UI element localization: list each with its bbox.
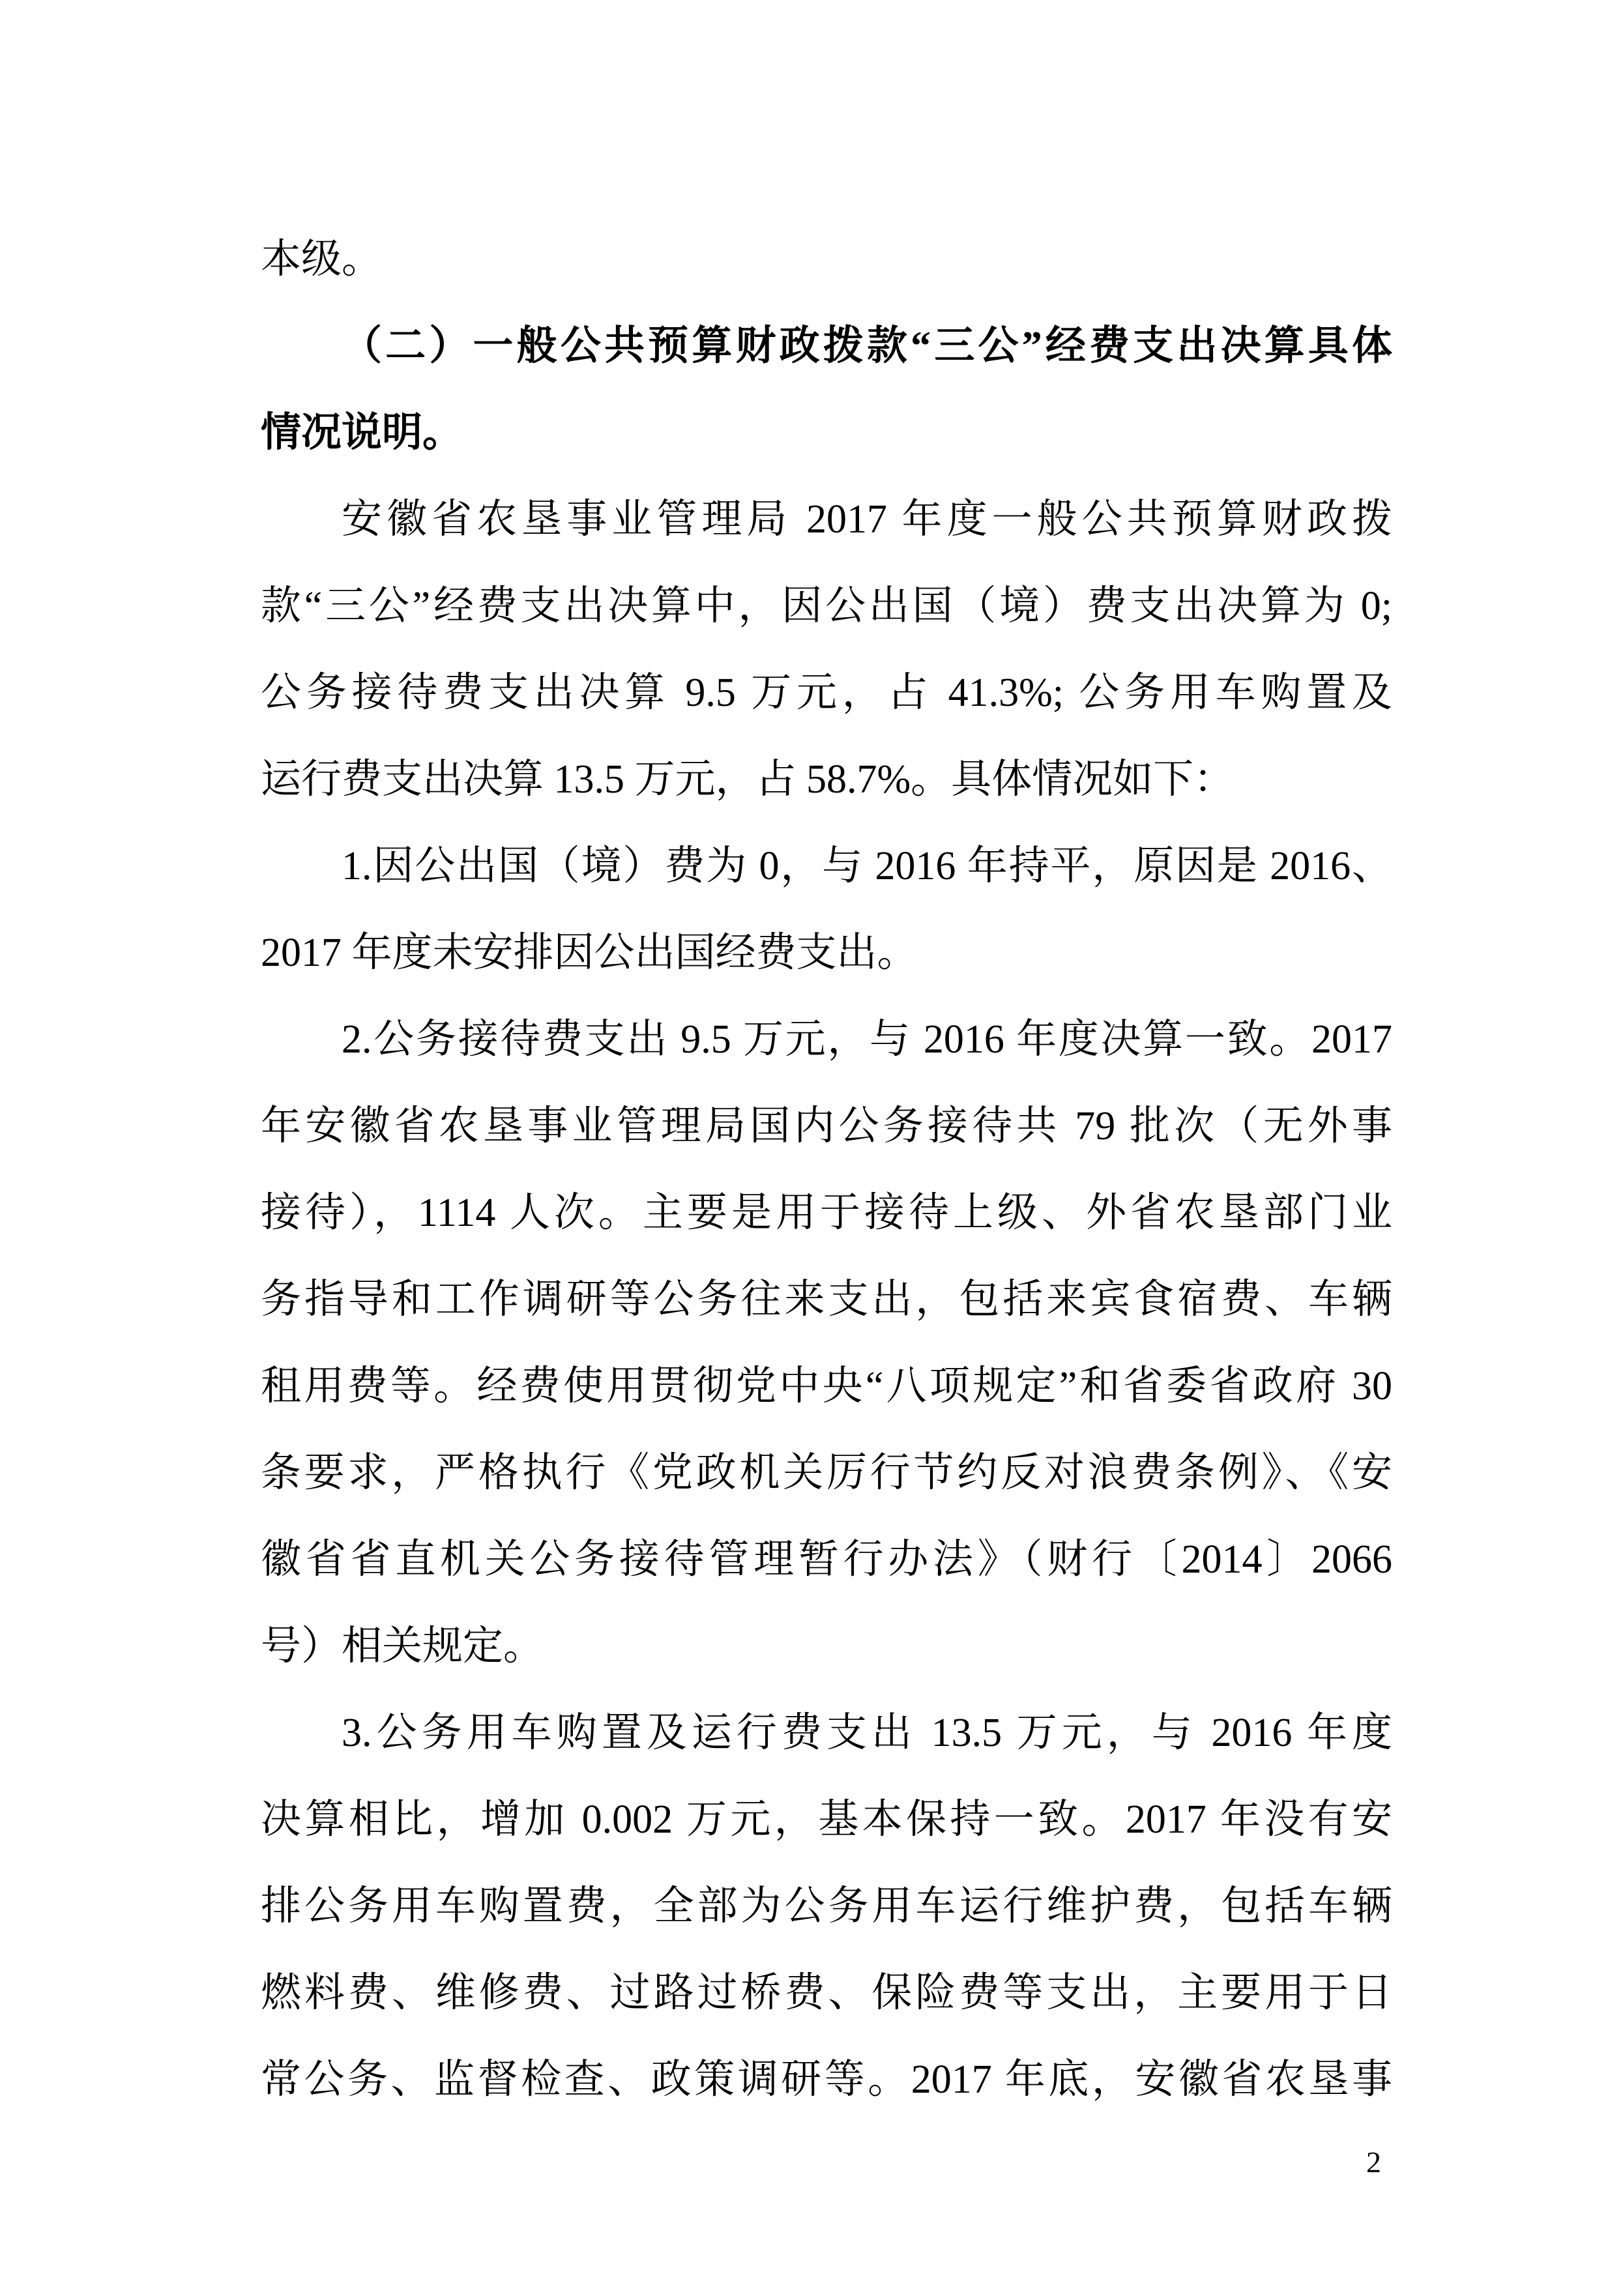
text-line: 徽省省直机关公务接待管理暂行办法》（财行〔2014〕2066 — [261, 1537, 1392, 1582]
text-line: 年安徽省农垦事业管理局国内公务接待共 79 批次（无外事 — [261, 1104, 1392, 1148]
text-line: 1.因公出国（境）费为 0，与 2016 年持平，原因是 2016、 — [342, 844, 1392, 888]
text-line: 安徽省农垦事业管理局 2017 年度一般公共预算财政拨 — [342, 497, 1392, 542]
text-line: 公务接待费支出决算 9.5 万元，占 41.3%; 公务用车购置及 — [261, 671, 1392, 715]
text-line: 款“三公”经费支出决算中，因公出国（境）费支出决算为 0; — [261, 584, 1392, 628]
page-number: 2 — [1366, 2145, 1381, 2179]
text-line: 2017 年度未安排因公出国经费支出。 — [261, 931, 918, 975]
heading-line: （二）一般公共预算财政拨款“三公”经费支出决算具体 — [342, 324, 1392, 368]
text-line: 本级。 — [261, 237, 383, 282]
text-line: 运行费支出决算 13.5 万元，占 58.7%。具体情况如下： — [261, 757, 1235, 802]
text-line: 排公务用车购置费，全部为公务用车运行维护费，包括车辆 — [261, 1884, 1392, 1928]
text-line: 3.公务用车购置及运行费支出 13.5 万元，与 2016 年度 — [342, 1711, 1392, 1755]
document-body — [261, 216, 1392, 2123]
text-line: 2.公务接待费支出 9.5 万元，与 2016 年度决算一致。2017 — [342, 1017, 1392, 1062]
text-line: 接待），1114 人次。主要是用于接待上级、外省农垦部门业 — [261, 1191, 1392, 1235]
text-line: 燃料费、维修费、过路过桥费、保险费等支出，主要用于日 — [261, 1971, 1392, 2015]
text-line: 号）相关规定。 — [261, 1624, 544, 1668]
text-line: 常公务、监督检查、政策调研等。2017 年底，安徽省农垦事 — [261, 2057, 1392, 2102]
text-line: 务指导和工作调研等公务往来支出，包括来宾食宿费、车辆 — [261, 1277, 1392, 1322]
text-line: 决算相比，增加 0.002 万元，基本保持一致。2017 年没有安 — [261, 1797, 1392, 1842]
heading-line: 情况说明。 — [261, 411, 463, 455]
text-line: 条要求，严格执行《党政机关厉行节约反对浪费条例》、《安 — [261, 1451, 1392, 1495]
text-line: 租用费等。经费使用贯彻党中央“八项规定”和省委省政府 30 — [261, 1364, 1392, 1408]
